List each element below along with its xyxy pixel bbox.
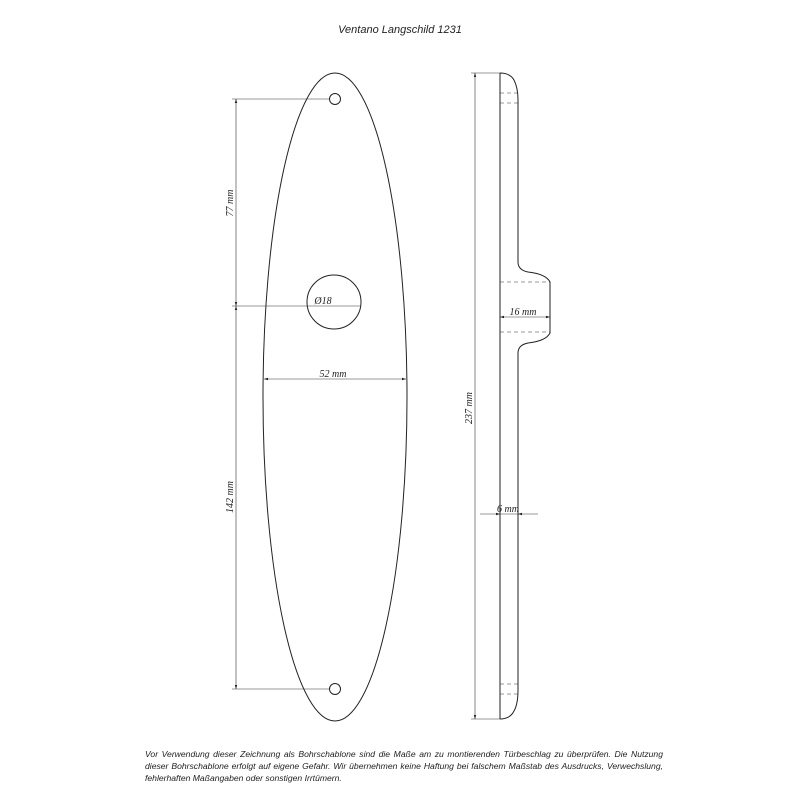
- label-hole-diameter: Ø18: [314, 296, 332, 307]
- label-lower-distance: 142 mm: [225, 481, 236, 513]
- top-screw-hole: [330, 94, 341, 105]
- label-width: 52 mm: [319, 369, 347, 380]
- plate-outline-side: [500, 73, 550, 719]
- plate-outline-front: [263, 73, 407, 721]
- bottom-screw-hole: [330, 684, 341, 695]
- disclaimer-text: Vor Verwendung dieser Zeichnung als Bohrschablone sind die Maße am zu montierenden Türbeschlag zu überprüfen. Die Nutzung dieser Bohrschablone erfolgt auf eigene Gefahr. Wir übernehmen keine Haftung bei falschem Maßstab des Ausdrucks, Verwechslung, fehlerhaften Maßangaben oder sonstigen Irrtümern.: [145, 749, 663, 783]
- label-boss-depth: 16 mm: [509, 307, 537, 318]
- label-total-height: 237 mm: [464, 392, 475, 424]
- label-thickness: 6 mm: [497, 504, 519, 515]
- label-upper-distance: 77 mm: [225, 189, 236, 217]
- drawing-title: Ventano Langschild 1231: [338, 24, 462, 36]
